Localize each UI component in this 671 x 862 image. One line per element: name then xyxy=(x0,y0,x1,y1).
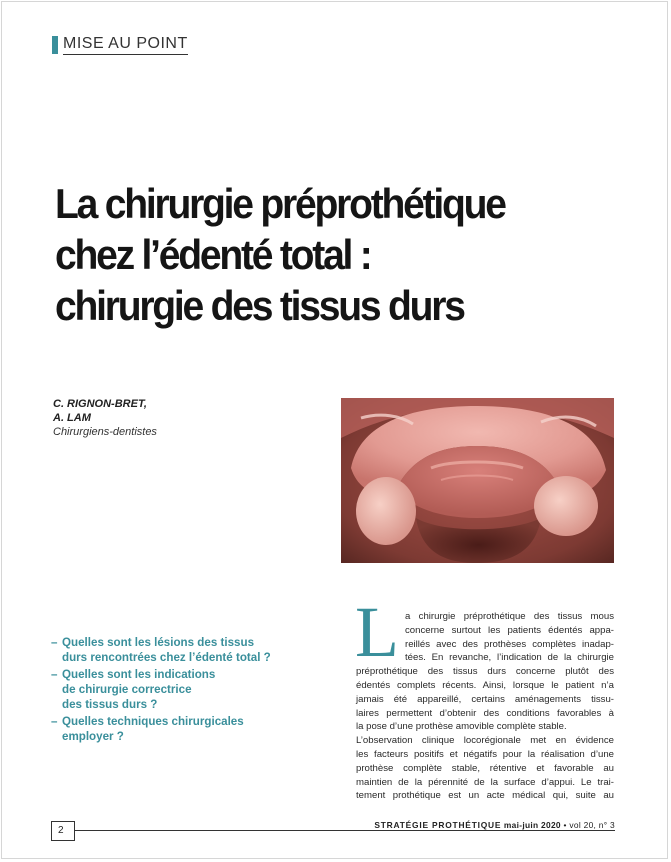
section-tag xyxy=(52,36,188,54)
body-line: préprothétique des tissus durs concerne plutôt des xyxy=(356,666,614,678)
drop-cap: L xyxy=(355,592,399,672)
question-item xyxy=(51,667,311,712)
body-line: a chirurgie préprothétique des tissus mous xyxy=(405,611,614,622)
issue-date: mai-juin 2020 xyxy=(503,820,561,830)
key-questions xyxy=(51,635,311,746)
body-line: édentés complets récents. Ainsi, lorsque le patient n’a xyxy=(356,679,614,691)
question-dash: – xyxy=(51,636,58,649)
section-label: MISE AU POINT xyxy=(63,36,188,55)
title-line: chirurgie des tissus durs xyxy=(55,282,464,329)
body-line: les facteurs positifs et négatifs pour la réalisation d’une xyxy=(356,748,614,760)
body-line: concerne surtout les patients édentés appa- xyxy=(405,624,614,636)
journal-name: STRATÉGIE PROTHÉTIQUE xyxy=(374,820,502,830)
body-line: tement prothétique est un acte médical qui, suite au xyxy=(356,790,614,802)
body-line: tées. En revanche, l’indication de la chirurgie xyxy=(405,652,614,664)
author-name: A. LAM xyxy=(53,412,91,424)
author-name: C. RIGNON-BRET, xyxy=(53,398,147,410)
body-paragraph xyxy=(356,610,614,803)
question-text: Quelles sont les lésions des tissus durs rencontrées chez l’édenté total ? xyxy=(62,636,271,664)
section-accent-bar xyxy=(52,36,58,54)
footer-journal-info xyxy=(374,820,615,830)
question-item xyxy=(51,714,311,744)
question-text: Quelles sont les indications de chirurgie correctrice des tissus durs ? xyxy=(62,668,216,711)
body-line: maintien de la pérennité de la surface d’appui. Le trai- xyxy=(356,776,614,788)
question-dash: – xyxy=(51,668,58,681)
body-line: reillés avec des prothèses complètes inadap- xyxy=(405,638,614,650)
issue-volume: vol 20, n° 3 xyxy=(569,820,615,830)
title-line: chez l’édenté total : xyxy=(55,231,371,278)
authors-block xyxy=(53,397,157,439)
footer-rule xyxy=(75,830,615,831)
question-dash: – xyxy=(51,715,58,728)
article-title xyxy=(55,178,594,331)
body-line: prothèse complète stable, rétentive et favorable au xyxy=(356,762,614,774)
body-line: la pose d’une prothèse amovible complète stable. xyxy=(356,721,567,733)
body-line: laires permettent d’obtenir des conditions favorables à xyxy=(356,707,614,719)
question-text: Quelles techniques chirurgicales employer ? xyxy=(62,715,244,743)
footer-bullet: • xyxy=(563,820,567,830)
author-role: Chirurgiens-dentistes xyxy=(53,426,157,438)
title-line: La chirurgie préprothétique xyxy=(55,180,505,227)
page-number: 2 xyxy=(51,821,75,841)
question-item xyxy=(51,635,311,665)
body-line: L’observation clinique locorégionale met en évidence xyxy=(356,735,614,747)
body-line: jamais été appareillé, certains aménagements tissu- xyxy=(356,693,614,705)
clinical-photo xyxy=(341,398,614,563)
edentulous-maxilla-photo xyxy=(341,398,614,563)
